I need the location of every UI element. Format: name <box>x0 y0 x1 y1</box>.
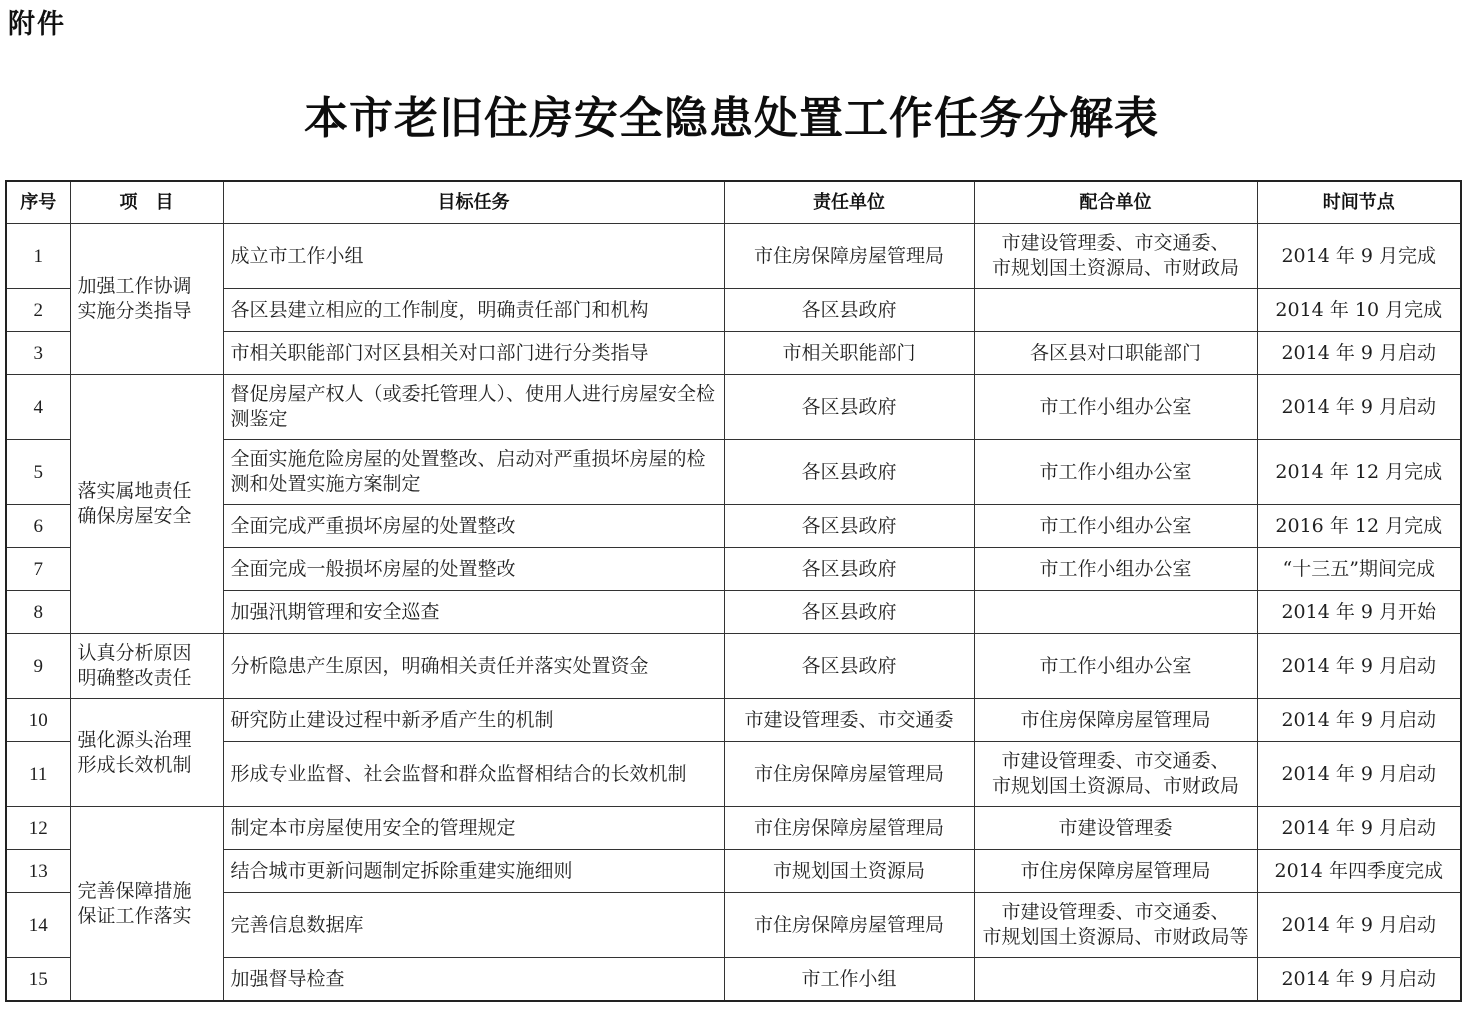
project-cell <box>70 224 223 375</box>
task-cell: 分析隐患产生原因，明确相关责任并落实处置资金 <box>223 634 724 699</box>
task-cell: 结合城市更新问题制定拆除重建实施细则 <box>223 850 724 893</box>
task-breakdown-table <box>5 180 1462 1002</box>
cooperating-cell <box>974 591 1257 634</box>
row-number: 12 <box>6 807 70 850</box>
table-row <box>6 742 1461 807</box>
row-number: 14 <box>6 893 70 958</box>
cooperating-cell <box>974 224 1257 289</box>
responsible-cell: 市建设管理委、市交通委 <box>724 699 974 742</box>
cooperating-line: 市规划国土资源局、市财政局 <box>991 775 1239 797</box>
project-line: 完善保障措施 <box>77 879 192 902</box>
project-line: 确保房屋安全 <box>77 505 192 527</box>
cooperating-cell: 市工作小组办公室 <box>974 375 1257 440</box>
responsible-cell: 市相关职能部门 <box>724 332 974 375</box>
responsible-cell: 市住房保障房屋管理局 <box>724 807 974 850</box>
attachment-label: 附件 <box>8 9 66 40</box>
table-row <box>6 634 1461 699</box>
deadline-cell: 2014 年 9 月启动 <box>1257 958 1461 1002</box>
cooperating-line: 市建设管理委、市交通委、 <box>1001 232 1230 254</box>
task-cell: 完善信息数据库 <box>223 893 724 958</box>
project-cell <box>70 699 223 807</box>
header-task: 目标任务 <box>223 181 724 224</box>
project-line: 认真分析原因 <box>77 642 192 664</box>
deadline-cell: 2014 年 9 月启动 <box>1257 742 1461 807</box>
task-cell: 加强督导检查 <box>223 958 724 1002</box>
deadline-cell: 2014 年 9 月启动 <box>1257 375 1461 440</box>
cooperating-line: 市建设管理委、市交通委、 <box>1001 750 1230 772</box>
cooperating-cell <box>974 289 1257 332</box>
table-row <box>6 548 1461 591</box>
project-cell <box>70 375 223 634</box>
deadline-cell: 2016 年 12 月完成 <box>1257 505 1461 548</box>
cooperating-cell <box>974 893 1257 958</box>
row-number: 15 <box>6 958 70 1002</box>
responsible-cell: 各区县政府 <box>724 634 974 699</box>
task-cell: 制定本市房屋使用安全的管理规定 <box>223 807 724 850</box>
task-cell: 研究防止建设过程中新矛盾产生的机制 <box>223 699 724 742</box>
responsible-cell: 市住房保障房屋管理局 <box>724 224 974 289</box>
header-num: 序号 <box>6 181 70 224</box>
cooperating-line: 市规划国土资源局、市财政局 <box>991 257 1239 279</box>
task-cell: 督促房屋产权人（或委托管理人）、使用人进行房屋安全检测鉴定 <box>223 375 724 440</box>
responsible-cell: 各区县政府 <box>724 548 974 591</box>
task-cell: 全面完成严重损坏房屋的处置整改 <box>223 505 724 548</box>
row-number: 2 <box>6 289 70 332</box>
responsible-cell: 市住房保障房屋管理局 <box>724 893 974 958</box>
row-number: 9 <box>6 634 70 699</box>
table-header-row <box>6 181 1461 224</box>
cooperating-line: 市建设管理委、市交通委、 <box>1001 901 1230 923</box>
row-number: 3 <box>6 332 70 375</box>
task-cell: 加强汛期管理和安全巡查 <box>223 591 724 634</box>
table-row <box>6 850 1461 893</box>
deadline-cell: 2014 年 10 月完成 <box>1257 289 1461 332</box>
table-row <box>6 699 1461 742</box>
row-number: 4 <box>6 375 70 440</box>
table-row <box>6 505 1461 548</box>
deadline-cell: 2014 年 9 月启动 <box>1257 807 1461 850</box>
table-row <box>6 893 1461 958</box>
table-row <box>6 591 1461 634</box>
row-number: 7 <box>6 548 70 591</box>
row-number: 6 <box>6 505 70 548</box>
project-cell <box>70 807 223 1002</box>
table-row <box>6 375 1461 440</box>
header-responsible: 责任单位 <box>724 181 974 224</box>
row-number: 5 <box>6 440 70 505</box>
row-number: 11 <box>6 742 70 807</box>
task-cell: 各区县建立相应的工作制度，明确责任部门和机构 <box>223 289 724 332</box>
cooperating-cell: 市住房保障房屋管理局 <box>974 699 1257 742</box>
deadline-cell: 2014 年四季度完成 <box>1257 850 1461 893</box>
project-line: 保证工作落实 <box>77 904 192 927</box>
cooperating-cell: 各区县对口职能部门 <box>974 332 1257 375</box>
cooperating-cell <box>974 958 1257 1002</box>
deadline-cell: “十三五”期间完成 <box>1257 548 1461 591</box>
table-row <box>6 807 1461 850</box>
deadline-cell: 2014 年 9 月启动 <box>1257 893 1461 958</box>
cooperating-cell: 市工作小组办公室 <box>974 634 1257 699</box>
row-number: 13 <box>6 850 70 893</box>
row-number: 1 <box>6 224 70 289</box>
cooperating-cell: 市工作小组办公室 <box>974 548 1257 591</box>
task-cell: 全面完成一般损坏房屋的处置整改 <box>223 548 724 591</box>
task-cell: 成立市工作小组 <box>223 224 724 289</box>
project-cell <box>70 634 223 699</box>
cooperating-cell: 市住房保障房屋管理局 <box>974 850 1257 893</box>
cooperating-cell: 市工作小组办公室 <box>974 440 1257 505</box>
cooperating-cell: 市建设管理委 <box>974 807 1257 850</box>
task-cell: 市相关职能部门对区县相关对口部门进行分类指导 <box>223 332 724 375</box>
header-cooperating: 配合单位 <box>974 181 1257 224</box>
responsible-cell: 各区县政府 <box>724 375 974 440</box>
project-line: 形成长效机制 <box>77 753 192 776</box>
deadline-cell: 2014 年 9 月启动 <box>1257 332 1461 375</box>
task-cell: 形成专业监督、社会监督和群众监督相结合的长效机制 <box>223 742 724 807</box>
deadline-cell: 2014 年 9 月开始 <box>1257 591 1461 634</box>
deadline-cell: 2014 年 9 月启动 <box>1257 634 1461 699</box>
responsible-cell: 各区县政府 <box>724 289 974 332</box>
project-line: 加强工作协调 <box>77 275 192 297</box>
responsible-cell: 各区县政府 <box>724 505 974 548</box>
deadline-cell: 2014 年 12 月完成 <box>1257 440 1461 505</box>
task-cell: 全面实施危险房屋的处置整改、启动对严重损坏房屋的检测和处置实施方案制定 <box>223 440 724 505</box>
header-project: 项 目 <box>70 181 223 224</box>
project-line: 实施分类指导 <box>77 300 192 322</box>
deadline-cell: 2014 年 9 月完成 <box>1257 224 1461 289</box>
cooperating-cell: 市工作小组办公室 <box>974 505 1257 548</box>
responsible-cell: 各区县政府 <box>724 440 974 505</box>
responsible-cell: 市工作小组 <box>724 958 974 1002</box>
table-row <box>6 440 1461 505</box>
table-row <box>6 958 1461 1002</box>
project-line: 落实属地责任 <box>77 480 192 502</box>
responsible-cell: 市住房保障房屋管理局 <box>724 742 974 807</box>
cooperating-line: 市规划国土资源局、市财政局等 <box>982 926 1249 948</box>
responsible-cell: 市规划国土资源局 <box>724 850 974 893</box>
cooperating-cell <box>974 742 1257 807</box>
table-row <box>6 289 1461 332</box>
project-line: 强化源头治理 <box>77 728 192 751</box>
table-row <box>6 224 1461 289</box>
table-row <box>6 332 1461 375</box>
row-number: 10 <box>6 699 70 742</box>
header-deadline: 时间节点 <box>1257 181 1461 224</box>
deadline-cell: 2014 年 9 月启动 <box>1257 699 1461 742</box>
document-title: 本市老旧住房安全隐患处置工作任务分解表 <box>304 93 1159 144</box>
project-line: 明确整改责任 <box>77 667 192 689</box>
row-number: 8 <box>6 591 70 634</box>
responsible-cell: 各区县政府 <box>724 591 974 634</box>
